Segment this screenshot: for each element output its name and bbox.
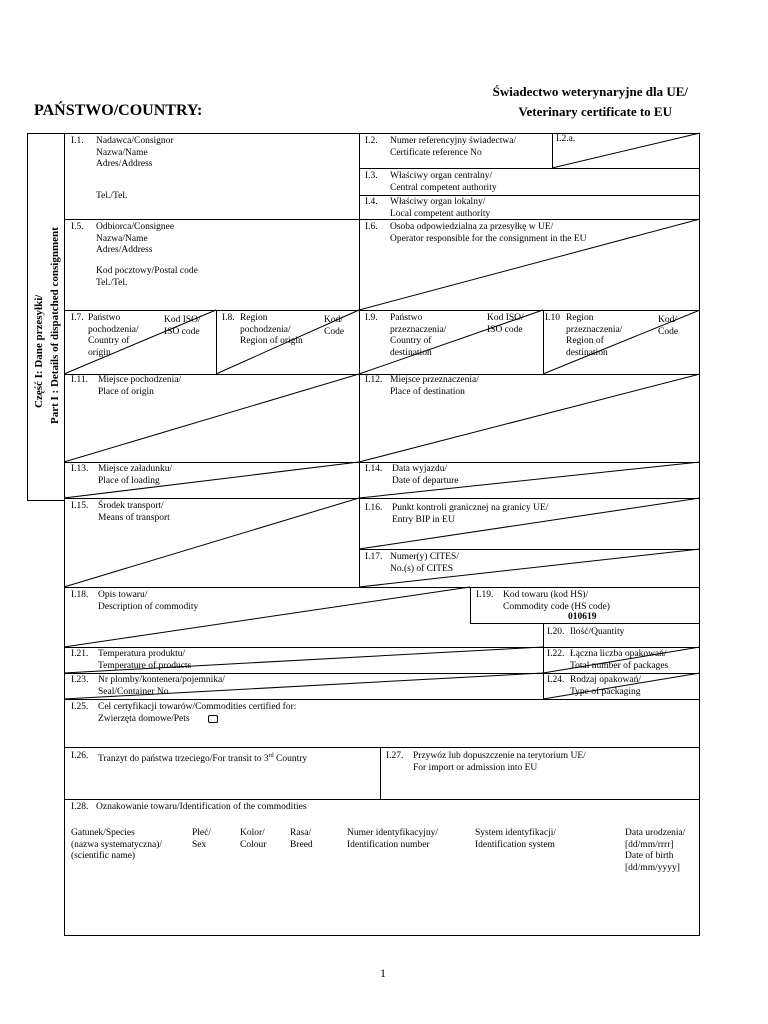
field-number: I.1. <box>71 136 84 146</box>
consignor-tel-label: Tel./Tel. <box>96 191 128 201</box>
field-number: I.3. <box>365 171 378 181</box>
region-code-label: Kod/ <box>324 315 343 325</box>
country-label: PAŃSTWO/COUNTRY: <box>34 102 203 119</box>
certificate-title-en: Veterinary certificate to EU <box>518 104 672 119</box>
region-code-label: Kod/ <box>658 315 677 325</box>
column-sex: Płeć/ Sex <box>192 828 211 850</box>
field-number: I.6. <box>365 222 378 232</box>
field-number: I.20. <box>547 627 565 637</box>
cites-label-pl: Numer(y) CITES/ <box>390 552 459 562</box>
seal-label-en: Seal/Container No <box>98 686 169 697</box>
side-label-pl: Część I: Dane przesyłki/ <box>33 294 45 408</box>
place-origin-label-pl: Miejsce pochodzenia/ <box>98 375 182 385</box>
operator-label-pl: Osoba odpowiedzialna za przesyłkę w UE/ <box>390 222 554 232</box>
field-number: I.9. <box>365 313 378 323</box>
field-number: I.4. <box>365 197 378 207</box>
consignee-postal-label: Kod pocztowy/Postal code <box>96 266 198 276</box>
field-number: I.13. <box>71 464 89 474</box>
field-number: I.28. <box>71 802 89 812</box>
region-origin-label: Region <box>240 313 268 323</box>
iso-code-label: Kod ISO/ <box>164 315 201 325</box>
region-code-label: Code <box>324 326 345 337</box>
column-identification-system: System identyfikacji/ Identification system <box>475 828 557 850</box>
place-loading-label-en: Place of loading <box>98 475 160 486</box>
commodity-description-label-en: Description of commodity <box>98 601 199 612</box>
field-number: I.22. <box>547 649 565 659</box>
consignee-name-label: Nazwa/Name <box>96 233 148 244</box>
quantity-label: Ilość/Quantity <box>570 627 625 637</box>
field-i2a-number[interactable]: I.2.a. <box>556 134 576 144</box>
cites-label-en: No.(s) of CITES <box>390 563 454 574</box>
departure-date-label-pl: Data wyjazdu/ <box>392 464 448 474</box>
commodity-code-label-pl: Kod towaru (kod HS)/ <box>503 590 589 600</box>
departure-date-label-en: Date of departure <box>392 475 459 486</box>
field-number: I.27. <box>386 751 404 761</box>
region-destination-label: przeznaczenia/ <box>566 324 623 335</box>
import-label-en: For import or admission into EU <box>413 762 538 773</box>
import-label-pl: Przywóz lub dopuszczenie na terytorium UE/ <box>413 751 586 761</box>
packaging-label-en: Type of packaging <box>570 686 641 697</box>
entry-bip-label-pl: Punkt kontroli granicznej na granicy UE/ <box>392 503 549 513</box>
field-number: I.7. <box>71 313 84 323</box>
transport-label-pl: Środek transport/ <box>98 501 164 511</box>
field-number: I.17. <box>365 552 383 562</box>
consignee-address-label: Adres/Address <box>96 245 153 255</box>
field-number: I.25. <box>71 702 89 712</box>
country-destination-label: Państwo <box>390 313 423 323</box>
side-label-en: Part I : Details of dispatched consignment <box>49 227 61 424</box>
certified-for-label: Cel certyfikacji towarów/Commodities certified for: <box>98 702 297 712</box>
field-number: I.15. <box>71 501 89 511</box>
region-destination-label: Region of <box>566 336 604 346</box>
iso-code-label: ISO code <box>487 324 523 335</box>
field-number: I.2. <box>365 136 378 146</box>
region-destination-label: Region <box>566 313 594 323</box>
consignor-name-label: Nazwa/Name <box>96 147 148 158</box>
country-origin-label: origin <box>88 347 111 358</box>
seal-label-pl: Nr plomby/kontenera/pojemnika/ <box>98 675 225 685</box>
field-number: I.8. <box>222 313 235 323</box>
place-origin-label-en: Place of origin <box>98 386 154 397</box>
country-origin-label: Country of <box>88 336 130 346</box>
field-number: I.14. <box>365 464 383 474</box>
operator-label-en: Operator responsible for the consignment in the EU <box>390 233 587 244</box>
consignor-label: Nadawca/Consignor <box>96 136 174 146</box>
commodity-description-label-pl: Opis towaru/ <box>98 590 148 600</box>
consignee-label: Odbiorca/Consignee <box>96 222 175 232</box>
pets-checkbox[interactable] <box>208 715 218 723</box>
central-authority-label-pl: Właściwy organ centralny/ <box>390 171 493 181</box>
packaging-label-pl: Rodzaj opakowań/ <box>570 675 641 685</box>
column-colour: Kolor/ Colour <box>240 828 267 850</box>
consignee-tel-label: Tel./Tel. <box>96 277 128 288</box>
column-species: Gatunek/Species (nazwa systematyczna)/ (scientific name) <box>71 828 162 861</box>
field-number: I.26. <box>71 751 89 761</box>
field-number: I.21. <box>71 649 89 659</box>
country-origin-label: pochodzenia/ <box>88 324 139 335</box>
local-authority-label-en: Local competent authority <box>390 208 491 219</box>
pets-option-label: Zwierzęta domowe/Pets <box>98 714 190 724</box>
place-loading-label-pl: Miejsce załadunku/ <box>98 464 173 474</box>
field-number: I.24. <box>547 675 565 685</box>
iso-code-label: ISO code <box>164 326 200 337</box>
iso-code-label: Kod ISO/ <box>487 313 524 323</box>
central-authority-label-en: Central competent authority <box>390 182 497 193</box>
consignor-address-label: Adres/Address <box>96 159 153 169</box>
certificate-reference-label-en: Certificate reference No <box>390 147 482 158</box>
page-number: 1 <box>380 966 386 980</box>
region-origin-label: pochodzenia/ <box>240 324 291 335</box>
commodity-code-label-en: Commodity code (HS code) <box>503 601 610 612</box>
region-code-label: Code <box>658 326 679 337</box>
field-number: I.16. <box>365 503 383 513</box>
commodity-code-value: 010619 <box>568 612 597 622</box>
temperature-label-pl: Temperatura produktu/ <box>98 649 186 659</box>
country-destination-label: destination <box>390 347 432 358</box>
field-number: I.18. <box>71 590 89 600</box>
place-destination-label-en: Place of destination <box>390 386 465 397</box>
place-destination-label-pl: Miejsce przeznaczenia/ <box>390 375 479 385</box>
certificate-title-pl: Świadectwo weterynaryjne dla UE/ <box>492 84 688 99</box>
transit-label: Tranzyt do państwa trzeciego/For transit to 3rd Country <box>98 753 308 765</box>
country-destination-label: przeznaczenia/ <box>390 324 447 335</box>
transport-label-en: Means of transport <box>98 512 170 523</box>
field-number: I.11. <box>71 375 89 385</box>
temperature-label-en: Temperature of products <box>98 660 192 671</box>
column-breed: Rasa/ Breed <box>290 828 313 850</box>
field-number: I.19. <box>476 590 494 600</box>
column-identification-number: Numer identyfikacyjny/ Identification number <box>347 828 439 850</box>
packages-label-pl: Łączna liczba opakowań/ <box>570 649 667 659</box>
field-number: I.5. <box>71 222 84 232</box>
column-date-of-birth: Data urodzenia/ [dd/mm/rrrr] Date of birth [dd/mm/yyyy] <box>625 828 686 873</box>
entry-bip-label-en: Entry BIP in EU <box>392 514 455 525</box>
country-destination-label: Country of <box>390 336 432 346</box>
country-origin-label: Państwo <box>88 313 121 323</box>
local-authority-label-pl: Właściwy organ lokalny/ <box>390 197 486 207</box>
region-destination-label: destination <box>566 347 608 358</box>
identification-label: Oznakowanie towaru/Identification of the commodities <box>96 802 307 812</box>
packages-label-en: Total number of packages <box>570 660 669 671</box>
field-number: I.23. <box>71 675 89 685</box>
region-origin-label: Region of origin <box>240 336 303 346</box>
certificate-reference-label-pl: Numer referencyjny świadectwa/ <box>390 136 517 146</box>
field-number: I.10 <box>545 313 561 323</box>
field-number: I.12. <box>365 375 383 385</box>
